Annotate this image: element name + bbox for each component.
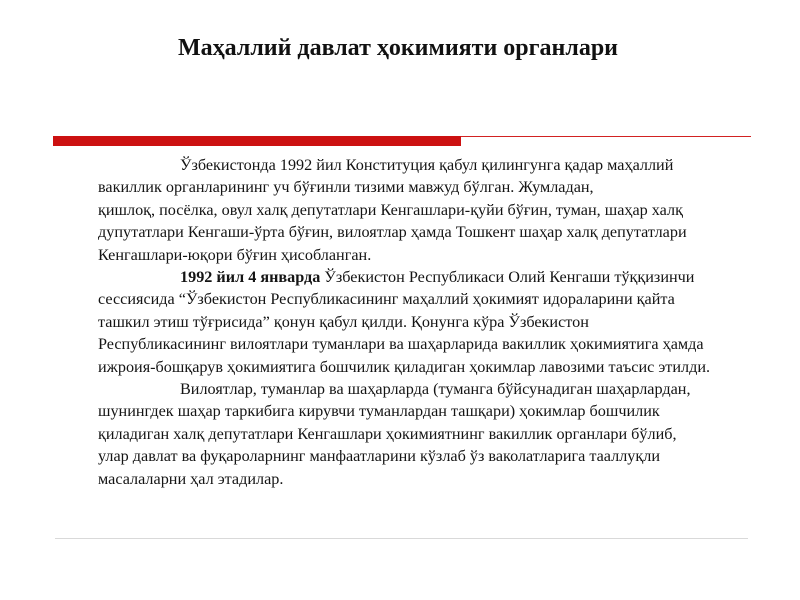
footer-divider (55, 538, 748, 539)
paragraph-3 (98, 378, 778, 490)
paragraph-2-line-1 (98, 266, 778, 288)
paragraph-2-line-2: сессиясида “Ўзбекистон Республикасининг маҳаллий ҳокимият идораларини қайта (98, 290, 675, 309)
paragraph-2-line-3: ташкил этиш тўғрисида” қонун қабул қилди. Қонунга кўра Ўзбекистон (98, 312, 589, 331)
paragraph-2-line-4: Республикасининг вилоятлари туманлари ва шаҳарларида вакиллик ҳокимиятига ҳамда (98, 335, 704, 354)
paragraph-1-line-1: Ўзбекистонда 1992 йил Конституция қабул қилингунга қадар маҳаллий (180, 156, 674, 174)
paragraph-1-line-5: Кенгашлари-юқори бўғин ҳисобланган. (98, 245, 372, 264)
paragraph-2-line-5: ижроия-бошқарув ҳокимиятига бошчилик қиладиган ҳокимлар лавозими таъсис этилди. (98, 357, 711, 376)
paragraph-1-line-3: қишлоқ, посёлка, овул халқ депутатлари Кенгашлари-қуйи бўғин, туман, шаҳар халқ (98, 200, 683, 219)
paragraph-1-line-4: дупутатлари Кенгаши-ўрта бўғин, вилоятлар ҳамда Тошкент шаҳар халқ депутатлари (98, 223, 687, 242)
paragraph-3-line-3: қиладиган халқ депутатлари Кенгашлари ҳокимиятнинг вакиллик органлари бўлиб, (98, 424, 677, 443)
title-divider-thick-segment (53, 136, 461, 146)
paragraph-3-line-4: улар давлат ва фуқароларнинг манфаатларини кўзлаб ўз ваколатларига тааллуқли (98, 447, 660, 466)
paragraph-1 (98, 154, 778, 266)
slide-body (98, 154, 778, 490)
title-divider-thin-segment (461, 136, 751, 137)
paragraph-2 (98, 266, 778, 378)
slide-title: Маҳаллий давлат ҳокимияти органлари (177, 35, 618, 61)
paragraph-3-line-1: Вилоятлар, туманлар ва шаҳарларда (туманга бўйсунадиган шаҳарлардан, (180, 380, 691, 399)
paragraph-3-line-5: масалаларни ҳал этадилар. (98, 469, 284, 488)
paragraph-2-date-lead: 1992 йил 4 январда (180, 268, 321, 287)
paragraph-2-line-1-text: Ўзбекистон Республикаси Олий Кенгаши тўққизинчи (320, 268, 695, 287)
paragraph-1-line-2: вакиллик органларининг уч бўғинли тизими мавжуд бўлган. Жумладан, (98, 178, 594, 197)
title-divider (53, 136, 751, 146)
paragraph-3-line-2: шунингдек шаҳар таркибига кирувчи туманлардан ташқари) ҳокимлар бошчилик (98, 402, 660, 421)
